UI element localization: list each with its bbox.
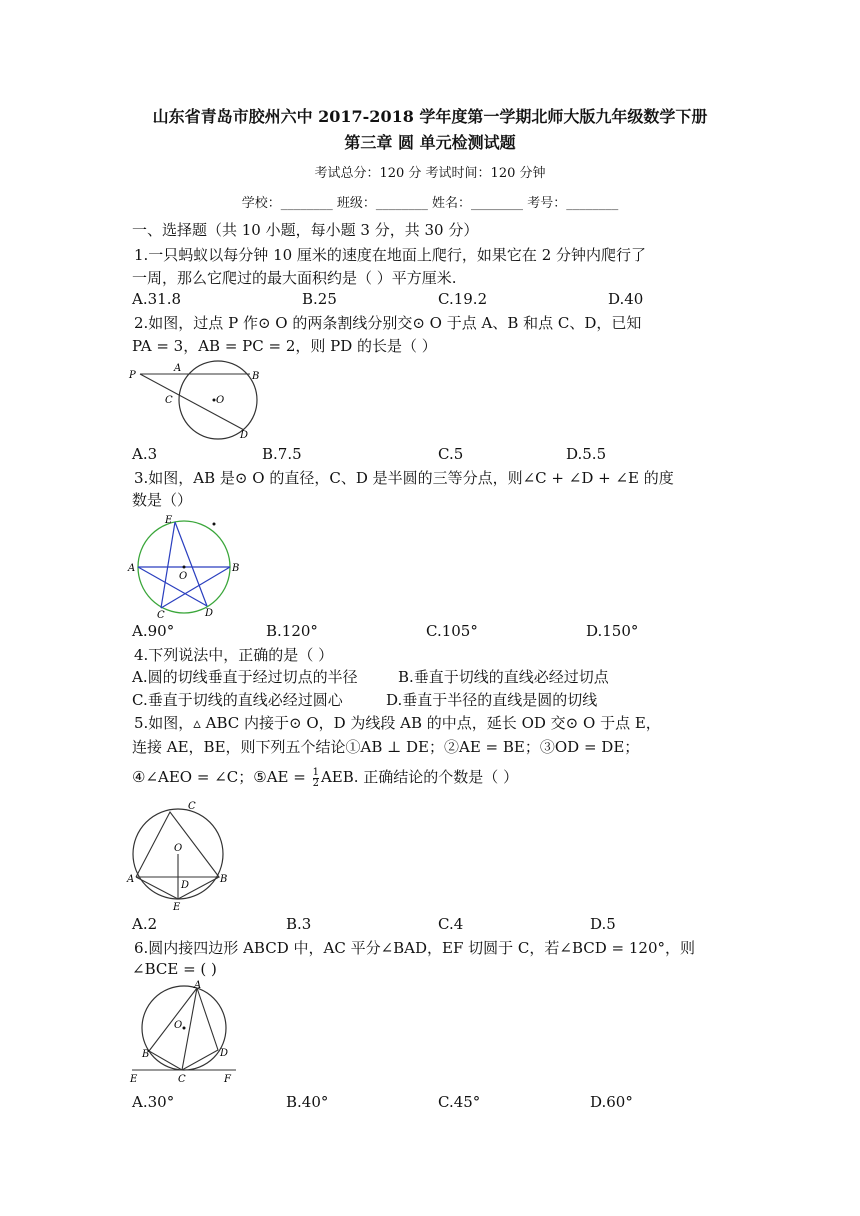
q3-option-c: C.105° (426, 622, 478, 640)
q3-line-ed (175, 522, 207, 606)
q3-point-dot (213, 523, 216, 526)
q3-line1: 3.如图，AB 是⊙ O 的直径，C、D 是半圆的三等分点，则∠C + ∠D + ∠E 的度 (134, 469, 674, 487)
q6-center-dot (183, 1027, 186, 1030)
q2-line1: 2.如图，过点 P 作⊙ O 的两条割线分别交⊙ O 于点 A、B 和点 C、D，已知 (134, 314, 642, 332)
q2-figure (124, 358, 284, 442)
q2-option-b: B.7.5 (262, 445, 302, 463)
q6-option-c: C.45° (438, 1093, 481, 1111)
q3-label-e: E (165, 515, 173, 526)
q2-label-c: C (165, 395, 173, 406)
q2-line2: PA = 3，AB = PC = 2，则 PD 的长是（ ） (132, 337, 437, 355)
q1-line1: 1.一只蚂蚁以每分钟 10 厘米的速度在地面上爬行，如果它在 2 分钟内爬行了 (134, 246, 647, 264)
q5-option-d: D.5 (590, 915, 616, 933)
q1-option-c: C.19.2 (438, 290, 488, 308)
q2-label-d: D (240, 430, 249, 441)
q1-option-b: B.25 (302, 290, 337, 308)
q2-option-c: C.5 (438, 445, 464, 463)
q3-option-b: B.120° (266, 622, 318, 640)
q2-option-d: D.5.5 (566, 445, 607, 463)
q1-line2: 一周，那么它爬过的最大面积约是（ ）平方厘米. (132, 269, 457, 287)
q2-label-b: B (252, 371, 260, 382)
q3-figure (124, 512, 244, 618)
q6-line1: 6.圆内接四边形 ABCD 中，AC 平分∠BAD，EF 切圆于 C，若∠BCD = 120°，则 (134, 939, 695, 957)
q5-label-c: C (188, 801, 196, 812)
q6-label-e: E (130, 1074, 138, 1085)
q5-line3 (132, 766, 518, 789)
q3-label-a: A (128, 563, 136, 574)
q2-label-a: A (174, 363, 182, 374)
q5-frac-num: 1 (312, 766, 319, 778)
q5-line1: 5.如图，▵ ABC 内接于⊙ O，D 为线段 AB 的中点，延长 OD 交⊙ O 于点 E， (134, 714, 661, 732)
q5-option-a: A.2 (132, 915, 158, 933)
q3-option-d: D.150° (586, 622, 639, 640)
q5-figure (124, 798, 236, 914)
q2-option-a: A.3 (132, 445, 158, 463)
q5-option-b: B.3 (286, 915, 312, 933)
q4-option-b: B.垂直于切线的直线必经过切点 (398, 668, 609, 686)
q3-label-o: O (179, 571, 188, 582)
q2-label-o: O (216, 395, 225, 406)
q3-label-b: B (232, 563, 240, 574)
q5-label-e: E (173, 902, 181, 913)
q1-option-a: A.31.8 (132, 290, 181, 308)
q3-option-a: A.90° (132, 622, 175, 640)
q3-label-c: C (157, 610, 165, 618)
q5-fraction (313, 768, 319, 789)
q5-line3-part-a: ④∠AEO = ∠C；⑤AE = (132, 768, 311, 786)
q5-frac-den: 2 (312, 777, 319, 789)
q6-label-c: C (178, 1074, 186, 1085)
q6-option-a: A.30° (132, 1093, 175, 1111)
q5-line3-part-b: AEB. 正确结论的个数是（ ） (320, 768, 519, 786)
q6-label-f: F (224, 1074, 231, 1085)
q6-option-d: D.60° (590, 1093, 633, 1111)
q6-label-d: D (220, 1048, 229, 1059)
q5-line2: 连接 AE，BE，则下列五个结论①AB ⊥ DE；②AE = BE；③OD = DE； (132, 738, 640, 756)
q6-label-o: O (174, 1020, 183, 1031)
q5-option-c: C.4 (438, 915, 464, 933)
q4-option-d: D.垂直于半径的直线是圆的切线 (386, 691, 598, 709)
q5-label-o: O (174, 843, 183, 854)
student-info: 学校：________ 班级：________ 姓名：________ 考号：________ (241, 196, 619, 211)
title-line1: 山东省青岛市胶州六中 2017-2018 学年度第一学期北师大版九年级数学下册 (152, 107, 708, 126)
q6-label-a: A (194, 980, 202, 991)
q5-label-b: B (220, 874, 228, 885)
q6-line2: ∠BCE = ( ) (132, 960, 217, 978)
q2-label-p: P (129, 370, 136, 381)
q3-label-d: D (205, 608, 214, 618)
q5-line-ae (136, 877, 178, 899)
q1-option-d: D.40 (608, 290, 644, 308)
title-line2: 第三章 圆 单元检测试题 (344, 133, 516, 152)
section-heading: 一、选择题（共 10 小题，每小题 3 分，共 30 分） (132, 221, 479, 239)
q6-figure (124, 980, 244, 1088)
q4-option-a: A.圆的切线垂直于经过切点的半径 (132, 668, 358, 686)
q6-label-b: B (142, 1049, 150, 1060)
q4-option-c: C.垂直于切线的直线必经过圆心 (132, 691, 343, 709)
q5-label-a: A (127, 874, 135, 885)
q3-line2: 数是（） (132, 491, 193, 509)
q6-option-b: B.40° (286, 1093, 329, 1111)
q3-line-cb (161, 567, 230, 608)
exam-info: 考试总分：120 分 考试时间：120 分钟 (314, 166, 546, 181)
q3-center-dot (183, 566, 186, 569)
q3-line-ec (161, 522, 175, 608)
q5-label-d: D (181, 880, 190, 891)
q4-line1: 4.下列说法中，正确的是（ ） (134, 646, 334, 664)
q2-secant-cd (140, 374, 244, 430)
